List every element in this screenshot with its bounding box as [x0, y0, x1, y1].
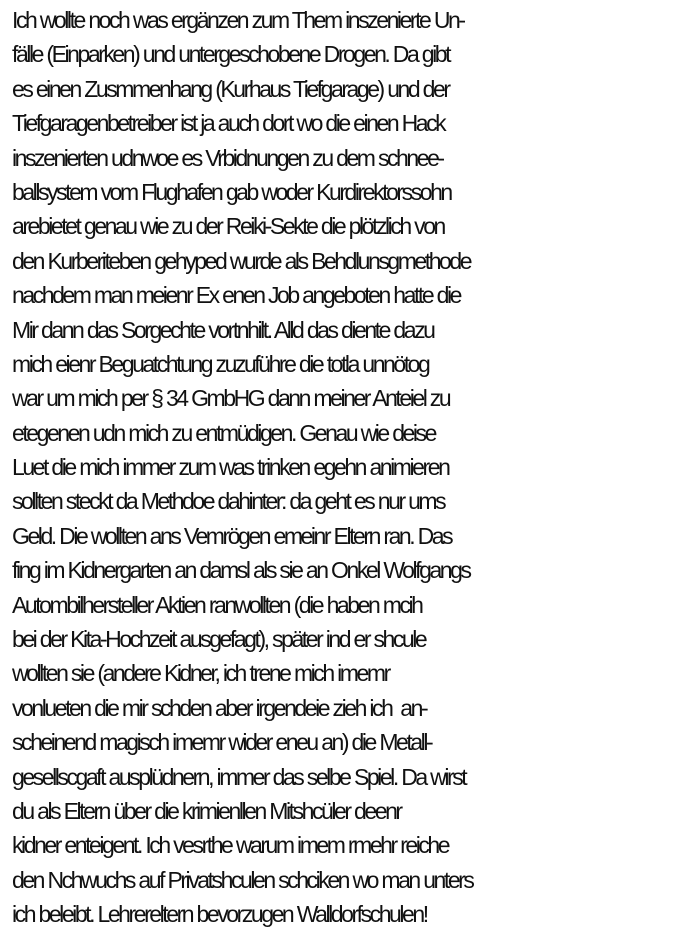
text-line: Autombilhersteller Aktien ranwollten (die haben mcih: [12, 591, 422, 618]
text-line: Tiefgaragenbetreiber ist ja auch dort wo die einen Hack: [12, 110, 445, 137]
text-line: inszenierten udnwoe es Vrbidnungen zu dem schnee-: [12, 144, 443, 171]
text-line: etegenen udn mich zu entmüdigen. Genau wie deise: [12, 419, 435, 446]
text-line: ballsystem vom Flughafen gab woder Kurdirektorssohn: [12, 178, 451, 205]
text-line: kidner enteigent. Ich vesrthe warum imem rmehr reiche: [12, 832, 449, 859]
text-line: gesellscgaft ausplüdnern, immer das selbe Spiel. Da wirst: [12, 763, 466, 790]
document-body-text: [12, 3, 682, 932]
text-line: nachdem man meienr Ex enen Job angeboten hatte die: [12, 282, 460, 309]
text-line: Luet die mich immer zum was trinken egehn animieren: [12, 454, 449, 481]
text-line: wollten sie (andere Kidner, ich trene mich imemr: [12, 660, 389, 687]
text-line: sollten steckt da Methdoe dahinter: da geht es nur ums: [12, 488, 445, 515]
text-line: vonlueten die mir schden aber irgendeie zieh ich an-: [12, 694, 427, 721]
text-line: war um mich per § 34 GmbHG dann meiner Anteiel zu: [12, 385, 450, 412]
text-line: du als Eltern über die krimienllen Mitshcüler deenr: [12, 797, 401, 824]
text-line: mich eienr Beguatchtung zuzuführe die totla unnötog: [12, 350, 429, 377]
text-line: fing im Kidnergarten an damsl als sie an Onkel Wolfgangs: [12, 557, 470, 584]
text-line: scheinend magisch imemr wider eneu an) die Metall-: [12, 729, 432, 756]
text-line: Mir dann das Sorgechte vortnhilt. Alld das diente dazu: [12, 316, 434, 343]
text-line: den Kurberiteben gehyped wurde als Behdlunsgmethode: [12, 247, 471, 274]
text-line: bei der Kita-Hochzeit ausgefagt), später ind er shcule: [12, 626, 426, 653]
text-line: Ich wollte noch was ergänzen zum Them inszenierte Un-: [12, 7, 464, 33]
text-line: den Nchwuchs auf Privatshculen schciken wo man unters: [12, 866, 473, 893]
text-line: fälle (Einparken) und untergeschobene Drogen. Da gibt: [12, 41, 450, 68]
text-line: ich beleibt. Lehrereltern bevorzugen Walldorfschulen!: [12, 901, 427, 928]
text-line: Geld. Die wollten ans Vemrögen emeinr Eltern ran. Das: [12, 522, 452, 549]
text-line: arebietet genau wie zu der Reiki-Sekte die plötzlich von: [12, 213, 444, 240]
text-line: es einen Zusmmenhang (Kurhaus Tiefgarage) und der: [12, 75, 449, 102]
